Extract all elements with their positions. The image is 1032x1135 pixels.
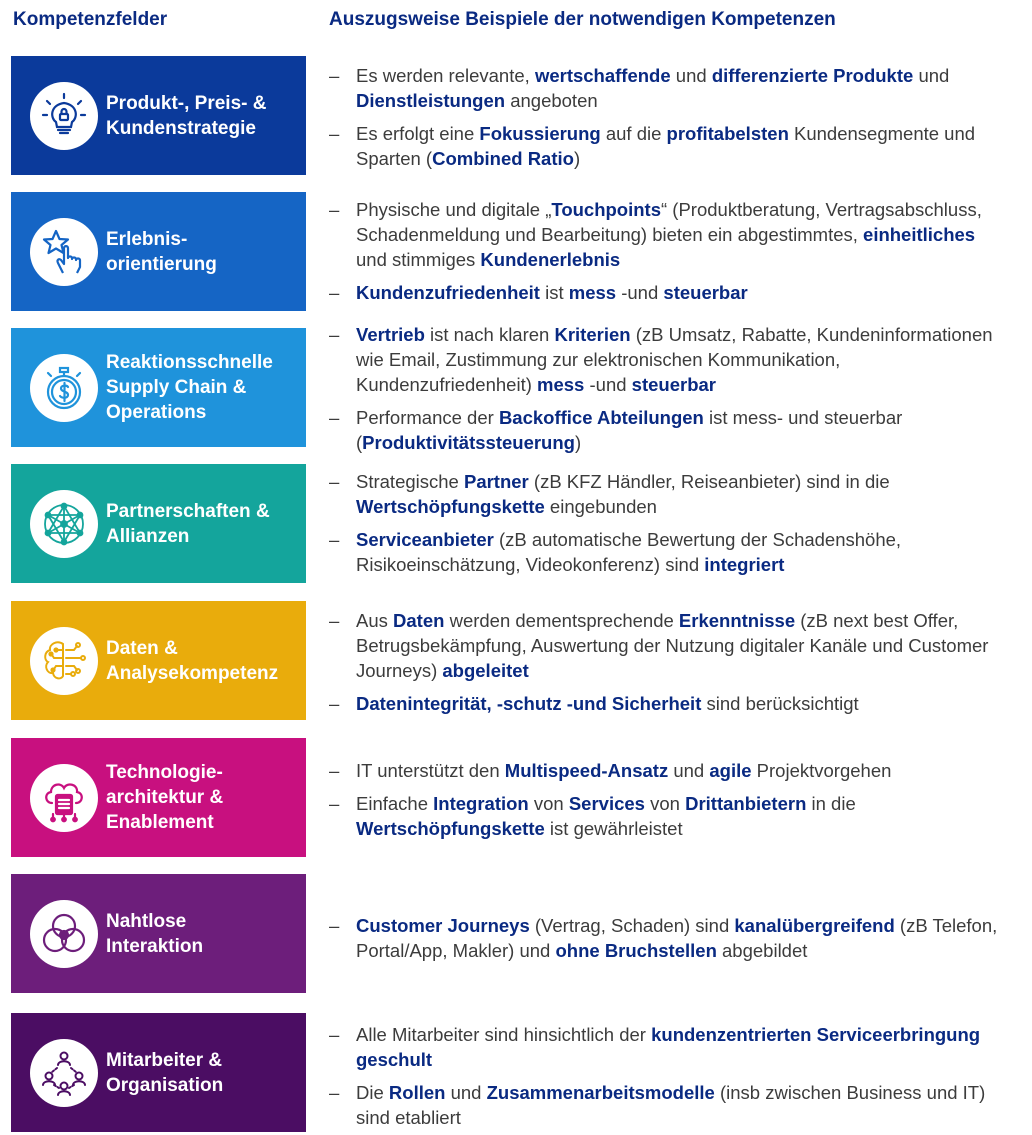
bullet-text: Aus bbox=[356, 610, 394, 631]
emphasis-text: Vertrieb bbox=[356, 324, 425, 345]
bullet-text: ist gewährleistet bbox=[544, 818, 683, 839]
emphasis-text: mess bbox=[537, 374, 585, 395]
stopwatch-dollar-icon bbox=[30, 354, 98, 422]
example-bullet bbox=[329, 913, 1009, 963]
emphasis-text: abgeleitet bbox=[442, 660, 529, 681]
bullet-text: und bbox=[913, 65, 950, 86]
emphasis-text: integriert bbox=[704, 554, 785, 575]
example-bullet bbox=[329, 758, 1009, 783]
competence-field-box bbox=[11, 874, 306, 993]
emphasis-text: steuerbar bbox=[663, 282, 748, 303]
emphasis-text: Integration bbox=[433, 793, 529, 814]
example-bullet bbox=[329, 527, 1009, 577]
emphasis-text: Touchpoints bbox=[551, 199, 661, 220]
bullet-text: und bbox=[670, 65, 712, 86]
bullet-text: -und bbox=[616, 282, 664, 303]
emphasis-text: kundenzentrierten Serviceerbringung geschult bbox=[356, 1024, 981, 1070]
emphasis-text: Partner bbox=[463, 471, 529, 492]
column-header-examples: Auszugsweise Beispiele der notwendigen Kompetenzen bbox=[329, 9, 836, 30]
competence-examples-list bbox=[329, 758, 1009, 841]
emphasis-text: Wertschöpfungskette bbox=[356, 818, 545, 839]
emphasis-text: Datenintegrität, -schutz -und Sicherheit bbox=[356, 693, 702, 714]
emphasis-text: einheitliches bbox=[863, 224, 976, 245]
competence-examples-list bbox=[329, 197, 1009, 305]
bullet-text: werden dementsprechende bbox=[444, 610, 679, 631]
bullet-text: Performance der bbox=[356, 407, 499, 428]
emphasis-text: Daten bbox=[393, 610, 445, 631]
emphasis-text: Zusammenarbeitsmodelle bbox=[486, 1082, 715, 1103]
emphasis-text: Multispeed-Ansatz bbox=[504, 760, 669, 781]
bullet-text: (zB automatische Bewertung der Schadenshöhe, Risikoeinschätzung, Videokonferenz) sind bbox=[356, 529, 902, 575]
lightbulb-lock-icon bbox=[30, 82, 98, 150]
bullet-text: (insb zwischen Business und IT) sind etabliert bbox=[356, 1082, 986, 1128]
bullet-text: von bbox=[528, 793, 569, 814]
network-globe-icon bbox=[30, 490, 98, 558]
example-bullet bbox=[329, 63, 1009, 113]
competence-field-label: Produkt-, Preis- & Kundenstrategie bbox=[106, 92, 267, 139]
competence-field-box bbox=[11, 464, 306, 583]
emphasis-text: Services bbox=[568, 793, 645, 814]
example-bullet bbox=[329, 121, 1009, 171]
bullet-text: Projektvorgehen bbox=[751, 760, 892, 781]
bullet-text: (zB next best Offer, Betrugsbekämpfung, Auswertung der Nutzung digitaler Kanäle und Customer Journeys) bbox=[356, 610, 989, 681]
emphasis-text: Kundenerlebnis bbox=[480, 249, 621, 270]
example-bullet bbox=[329, 691, 1009, 716]
emphasis-text: Fokussierung bbox=[479, 123, 601, 144]
bullet-text: eingebunden bbox=[544, 496, 657, 517]
brain-circuit-icon bbox=[30, 627, 98, 695]
emphasis-text: Serviceanbieter bbox=[356, 529, 494, 550]
competence-field-box bbox=[11, 738, 306, 857]
example-bullet bbox=[329, 1080, 1009, 1130]
competence-field-box bbox=[11, 601, 306, 720]
overlapping-circles-icon bbox=[30, 900, 98, 968]
competence-field-label: Partnerschaften & Allianzen bbox=[106, 500, 270, 547]
bullet-text: sind berücksichtigt bbox=[701, 693, 859, 714]
bullet-text: Es werden relevante, bbox=[356, 65, 535, 86]
bullet-text: ist bbox=[539, 282, 569, 303]
bullet-text: ) bbox=[574, 432, 582, 453]
bullet-text: (zB KFZ Händler, Reiseanbieter) sind in die bbox=[528, 471, 890, 492]
competence-examples-list bbox=[329, 63, 1009, 171]
bullet-text: IT unterstützt den bbox=[356, 760, 505, 781]
competence-field-box bbox=[11, 1013, 306, 1132]
competence-examples-list bbox=[329, 913, 1009, 963]
bullet-text: und stimmiges bbox=[356, 249, 481, 270]
bullet-text: Kundensegmente und Sparten ( bbox=[356, 123, 976, 169]
example-bullet bbox=[329, 1022, 1009, 1072]
competence-field-label: Reaktionsschnelle Supply Chain & Operations bbox=[106, 352, 273, 423]
bullet-text: (zB Umsatz, Rabatte, Kundeninformationen wie Email, Zustimmung zur elektronischen Kommunikation, Kundenzufriedenheit) bbox=[356, 324, 993, 395]
example-bullet bbox=[329, 280, 1009, 305]
bullet-text: Alle Mitarbeiter sind hinsichtlich der bbox=[356, 1024, 652, 1045]
competence-field-label: Erlebnis- orientierung bbox=[106, 228, 217, 275]
bullet-text: abgebildet bbox=[716, 940, 808, 961]
competence-examples-list bbox=[329, 469, 1009, 577]
bullet-text: und bbox=[668, 760, 710, 781]
bullet-text: “ (Produktberatung, Vertragsabschluss, Schadenmeldung und Bearbeitung) bieten ein abgestimmtes, bbox=[356, 199, 982, 245]
emphasis-text: steuerbar bbox=[631, 374, 716, 395]
bullet-text: Es erfolgt eine bbox=[356, 123, 480, 144]
competence-field-box bbox=[11, 328, 306, 447]
emphasis-text: Combined Ratio bbox=[432, 148, 574, 169]
emphasis-text: Dienstleistungen bbox=[356, 90, 506, 111]
bullet-text: ) bbox=[573, 148, 581, 169]
emphasis-text: ohne Bruchstellen bbox=[555, 940, 717, 961]
column-header-competence-fields: Kompetenzfelder bbox=[13, 9, 168, 30]
emphasis-text: Customer Journeys bbox=[356, 915, 530, 936]
competence-field-label: Daten & Analysekompetenz bbox=[106, 637, 279, 684]
bullet-text: (zB Telefon, Portal/App, Makler) und bbox=[356, 915, 998, 961]
bullet-text: auf die bbox=[600, 123, 667, 144]
competence-field-label: Technologie- architektur & Enablement bbox=[106, 762, 224, 833]
bullet-text: Die bbox=[356, 1082, 389, 1103]
star-touch-icon bbox=[30, 218, 98, 286]
emphasis-text: Produktivitätssteuerung bbox=[362, 432, 575, 453]
emphasis-text: wertschaffende bbox=[534, 65, 671, 86]
competence-examples-list bbox=[329, 322, 1009, 455]
emphasis-text: kanalübergreifend bbox=[734, 915, 895, 936]
bullet-text: Einfache bbox=[356, 793, 434, 814]
emphasis-text: Erkenntnisse bbox=[678, 610, 796, 631]
people-network-icon bbox=[30, 1039, 98, 1107]
emphasis-text: mess bbox=[568, 282, 617, 303]
bullet-text: angeboten bbox=[505, 90, 598, 111]
example-bullet bbox=[329, 469, 1009, 519]
example-bullet bbox=[329, 322, 1009, 397]
example-bullet bbox=[329, 405, 1009, 455]
bullet-text: ist mess- und steuerbar ( bbox=[356, 407, 903, 453]
bullet-text: (Vertrag, Schaden) sind bbox=[529, 915, 735, 936]
bullet-text: Strategische bbox=[356, 471, 464, 492]
bullet-text: und bbox=[445, 1082, 487, 1103]
bullet-text: in die bbox=[806, 793, 856, 814]
bullet-text: von bbox=[644, 793, 686, 814]
competence-field-label: Mitarbeiter & Organisation bbox=[106, 1049, 224, 1096]
emphasis-text: agile bbox=[709, 760, 752, 781]
emphasis-text: Drittanbietern bbox=[685, 793, 807, 814]
emphasis-text: Kundenzufriedenheit bbox=[356, 282, 540, 303]
competence-field-label: Nahtlose Interaktion bbox=[106, 910, 204, 957]
emphasis-text: Rollen bbox=[388, 1082, 446, 1103]
bullet-text: -und bbox=[584, 374, 632, 395]
competence-examples-list bbox=[329, 1022, 1009, 1130]
competence-field-box bbox=[11, 56, 306, 175]
competence-field-box bbox=[11, 192, 306, 311]
emphasis-text: Backoffice Abteilungen bbox=[498, 407, 704, 428]
bullet-text: ist nach klaren bbox=[424, 324, 555, 345]
example-bullet bbox=[329, 608, 1009, 683]
bullet-text: Physische und digitale „ bbox=[356, 199, 552, 220]
example-bullet bbox=[329, 197, 1009, 272]
competence-examples-list bbox=[329, 608, 1009, 716]
emphasis-text: differenzierte Produkte bbox=[711, 65, 914, 86]
emphasis-text: Wertschöpfungskette bbox=[356, 496, 545, 517]
example-bullet bbox=[329, 791, 1009, 841]
cloud-server-icon bbox=[30, 764, 98, 832]
emphasis-text: Kriterien bbox=[554, 324, 631, 345]
emphasis-text: profitabelsten bbox=[666, 123, 789, 144]
